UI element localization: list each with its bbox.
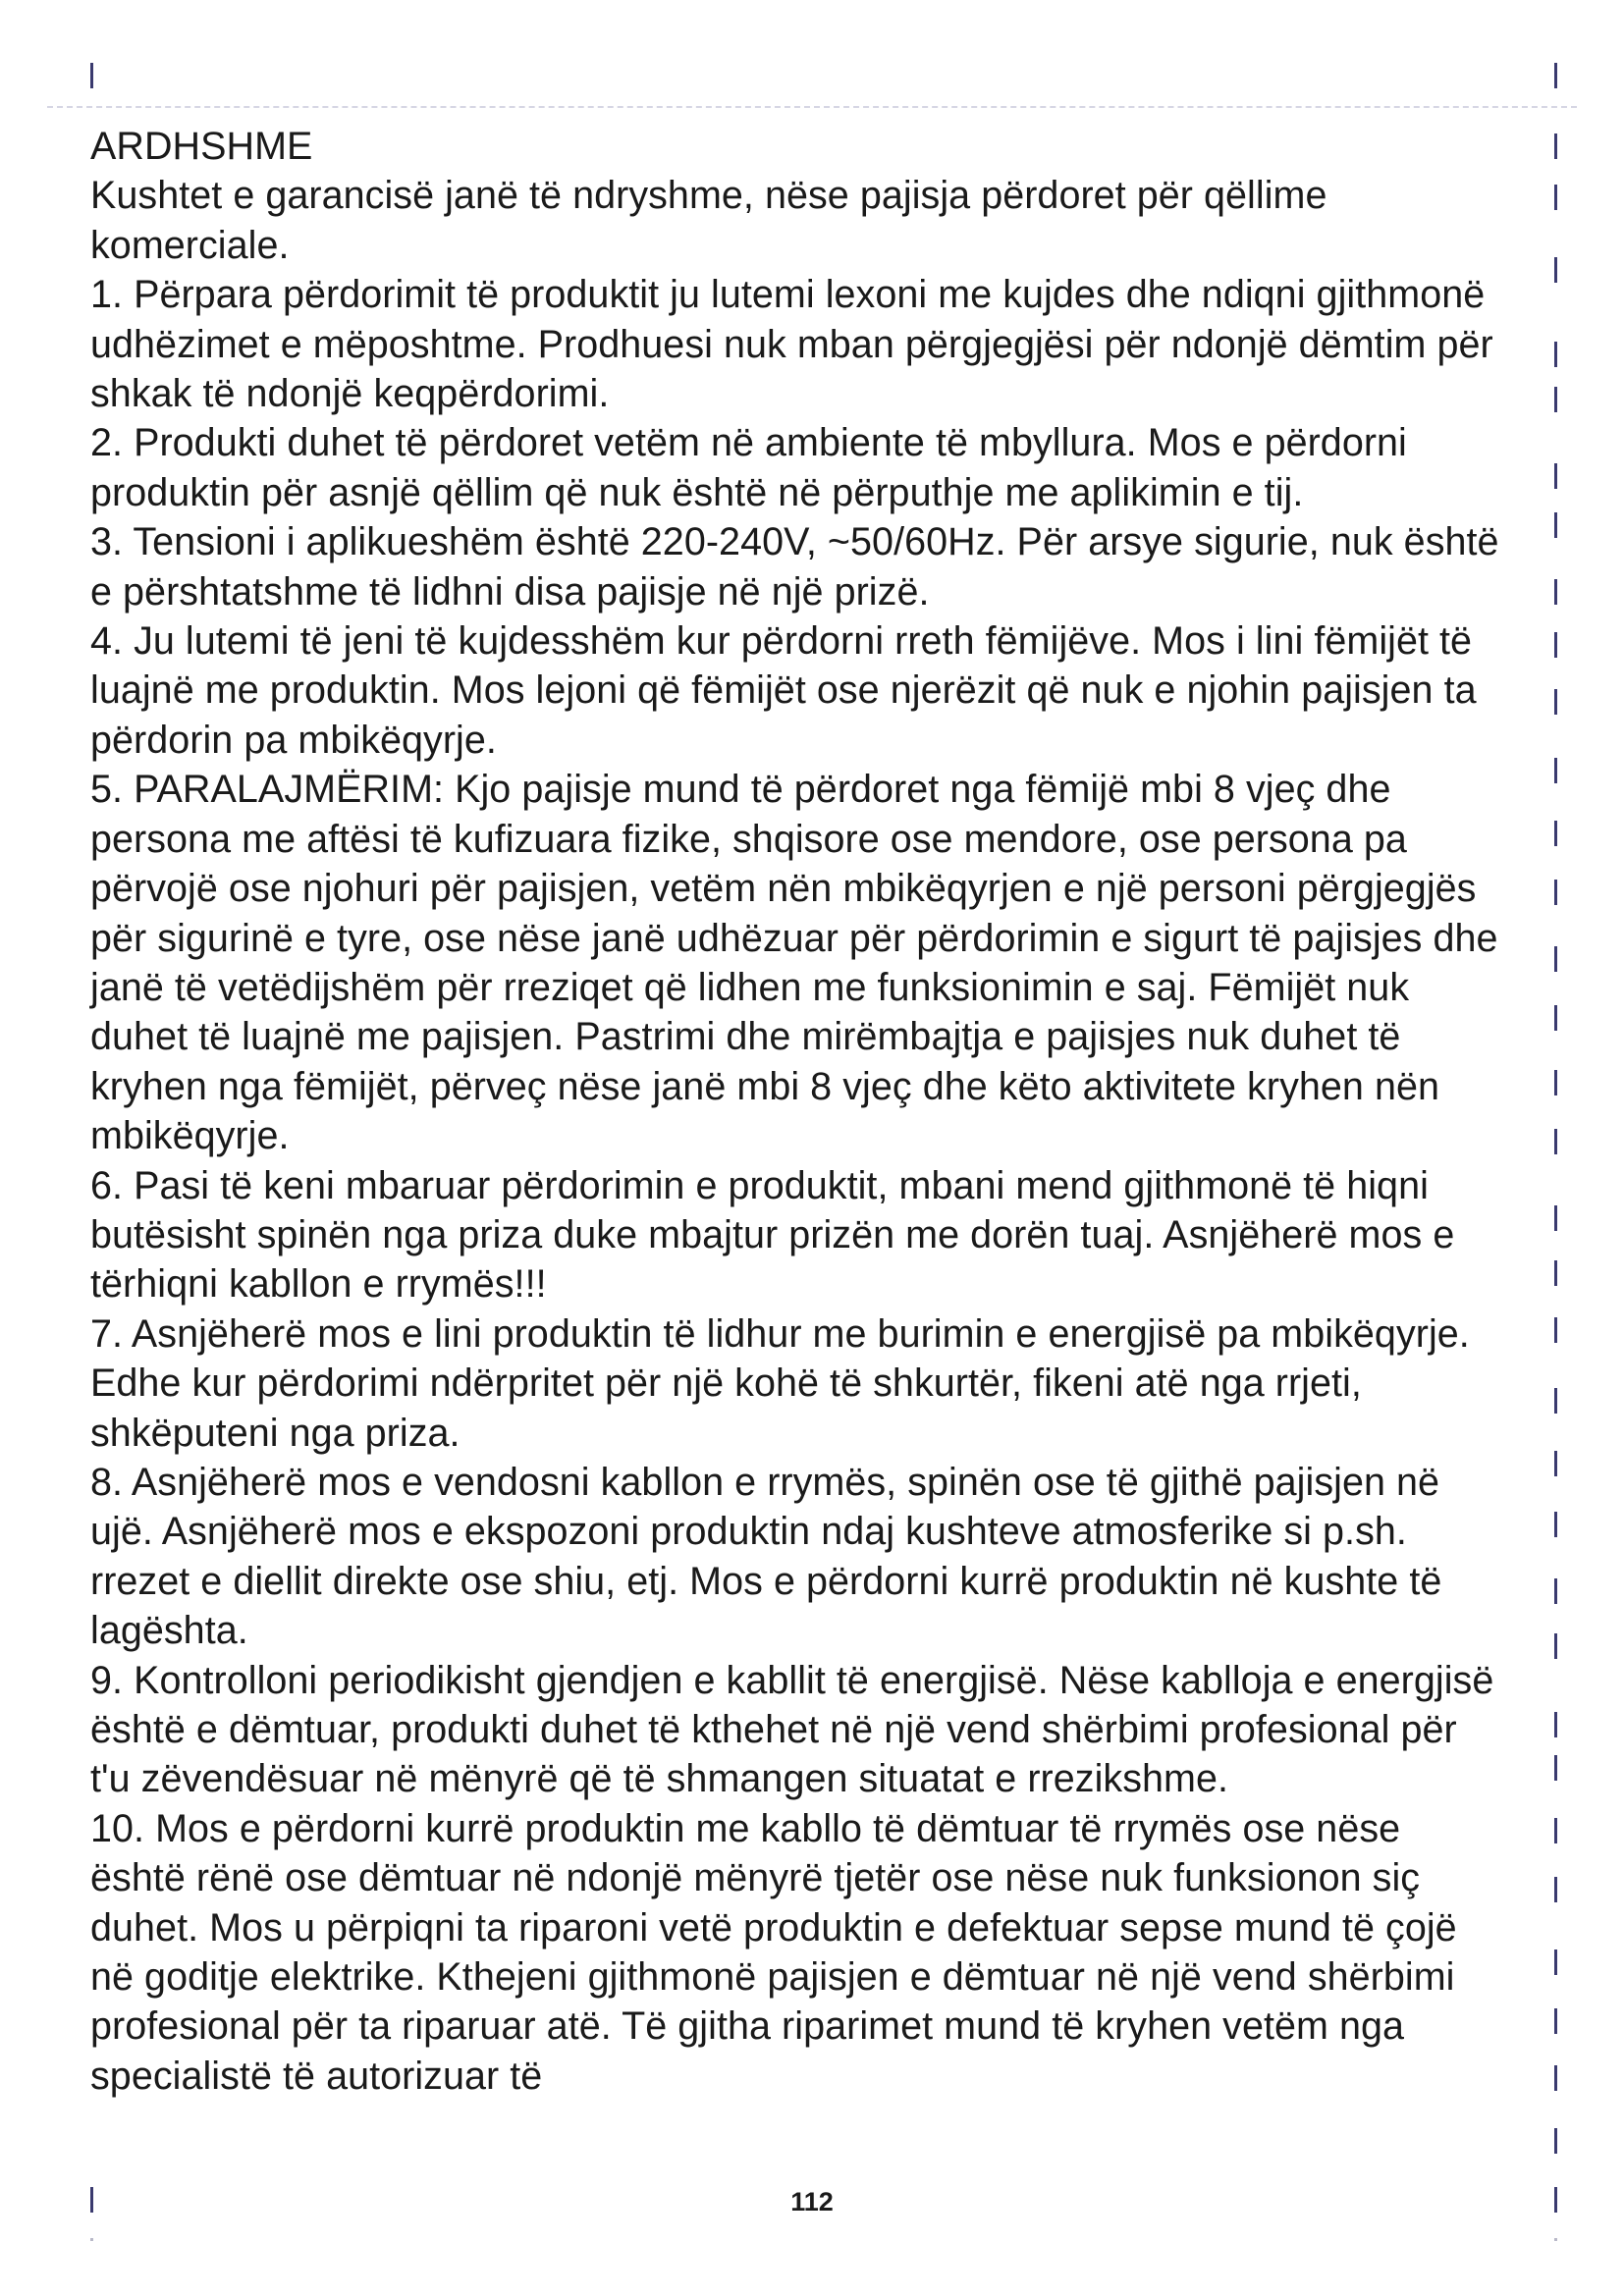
margin-tick — [1554, 2008, 1557, 2034]
margin-tick — [1554, 1512, 1557, 1537]
margin-tick — [1554, 821, 1557, 846]
corner-mark — [90, 2238, 93, 2241]
margin-tick — [1554, 512, 1557, 538]
margin-tick — [1554, 1388, 1557, 1414]
margin-tick — [1554, 1818, 1557, 1843]
margin-tick — [1554, 2128, 1557, 2154]
paragraph: 4. Ju lutemi të jeni të kujdesshëm kur përdorni rreth fëmijëve. Mos i lini fëmijët të luajnë me produktin. Mos lejoni që fëmijët ose njerëzit që nuk e njohin pajisjen ta përdorin pa mbikëqyrje. — [90, 619, 1477, 762]
paragraph: 3. Tensioni i aplikueshëm është 220-240V, ~50/60Hz. Për arsye sigurie, nuk është e përshtatshme të lidhni disa pajisje në një prizë. — [90, 520, 1499, 614]
margin-tick — [1554, 1755, 1557, 1781]
margin-tick — [1554, 632, 1557, 658]
paragraph: 8. Asnjëherë mos e vendosni kabllon e rrymës, spinën ose të gjithë pajisjen në ujë. Asnjëherë mos e ekspozoni produktin ndaj kushteve atmosferike si p.sh. rrezet e diellit direkte ose shiu, etj. Mos e përdorni kurrë produktin në kushte të lagështa. — [90, 1460, 1442, 1653]
margin-tick — [1554, 1070, 1557, 1095]
margin-tick — [1554, 463, 1557, 489]
margin-tick — [1554, 342, 1557, 367]
crop-guide-line — [47, 106, 1577, 108]
margin-tick — [1554, 1949, 1557, 1975]
margin-tick — [1554, 946, 1557, 972]
paragraph: 1. Përpara përdorimit të produktit ju lutemi lexoni me kujdes dhe ndiqni gjithmonë udhëzimet e mëposhtme. Prodhuesi nuk mban përgjegjësi për ndonjë dëmtim për shkak të ndonjë keqpërdorimi. — [90, 273, 1493, 416]
page-number: 112 — [790, 2187, 834, 2216]
margin-tick — [1554, 1317, 1557, 1343]
paragraph: 5. PARALAJMËRIM: Kjo pajisje mund të përdoret nga fëmijë mbi 8 vjeç dhe persona me aftësi të kufizuara fizike, shqisore ose mendore, ose persona pa përvojë ose njohuri për pajisjen, vetëm nën mbikëqyrjen e një personi përgjegjës për sigurinë e tyre, ose nëse janë udhëzuar për përdorimin e sigurt të pajisjes dhe janë të vetëdijshëm për rreziqet që lidhen me funksionimin e saj. Fëmijët nuk duhet të luajnë me pajisjen. Pastrimi dhe mirëmbajtja e pajisjes nuk duhet të kryhen nga fëmijët, përveç nëse janë mbi 8 vjeç dhe këto aktivitete kryhen nën mbikëqyrje. — [90, 768, 1498, 1158]
margin-tick — [1554, 1877, 1557, 1902]
margin-tick — [1554, 185, 1557, 210]
paragraph: 6. Pasi të keni mbaruar përdorimin e produktit, mbani mend gjithmonë të hiqni butësisht spinën nga priza duke mbajtur prizën me dorën tuaj. Asnjëherë mos e tërhiqni kabllon e rrymës!!! — [90, 1163, 1455, 1307]
margin-tick — [1554, 1005, 1557, 1031]
margin-tick — [1554, 387, 1557, 412]
margin-tick — [1554, 257, 1557, 283]
section-heading: ARDHSHME — [90, 125, 313, 168]
margin-tick — [1554, 758, 1557, 783]
margin-tick — [1554, 1633, 1557, 1659]
paragraph: 9. Kontrolloni periodikisht gjendjen e kabllit të energjisë. Nëse kablloja e energjisë është e dëmtuar, produkti duhet të kthehet në një vend shërbimi profesional për t'u zëvendësuar në mënyrë që të shmangen situatat e rrezikshme. — [90, 1658, 1494, 1801]
paragraph: 7. Asnjëherë mos e lini produktin të lidhur me burimin e energjisë pa mbikëqyrje. Edhe kur përdorimi ndërpritet për një kohë të shkurtër, fikeni atë nga rrjeti, shkëputeni nga priza. — [90, 1311, 1470, 1455]
margin-tick — [1554, 63, 1557, 88]
margin-tick — [1554, 1260, 1557, 1286]
paragraph: 2. Produkti duhet të përdoret vetëm në ambiente të mbyllura. Mos e përdorni produktin për asnjë qëllim që nuk është në përputhje me aplikimin e tij. — [90, 421, 1407, 514]
margin-tick — [1554, 1712, 1557, 1737]
margin-tick — [1554, 1205, 1557, 1231]
corner-mark — [1554, 2238, 1557, 2241]
margin-tick — [1554, 1129, 1557, 1154]
paragraph: Kushtet e garancisë janë të ndryshme, nëse pajisja përdoret për qëllime komerciale. — [90, 174, 1327, 267]
margin-tick — [1554, 133, 1557, 159]
margin-tick — [1554, 1578, 1557, 1604]
margin-tick — [1554, 2065, 1557, 2091]
paragraph: 10. Mos e përdorni kurrë produktin me kabllo të dëmtuar të rrymës ose nëse është rënë ose dëmtuar në ndonjë mënyrë tjetër ose nëse nuk funksionon siç duhet. Mos u përpiqni ta riparoni vetë produktin e defektuar sepse mund të çojë në goditje elektrike. Kthejeni gjithmonë pajisjen e dëmtuar në një vend shërbimi profesional për ta riparuar atë. Të gjitha riparimet mund të kryhen vetëm nga specialistë të autorizuar të — [90, 1806, 1457, 2098]
margin-tick — [1554, 689, 1557, 715]
margin-tick — [1554, 1451, 1557, 1476]
margin-tick — [1554, 880, 1557, 905]
document-body — [90, 122, 1504, 2101]
margin-tick — [1554, 579, 1557, 605]
margin-tick — [90, 63, 93, 88]
